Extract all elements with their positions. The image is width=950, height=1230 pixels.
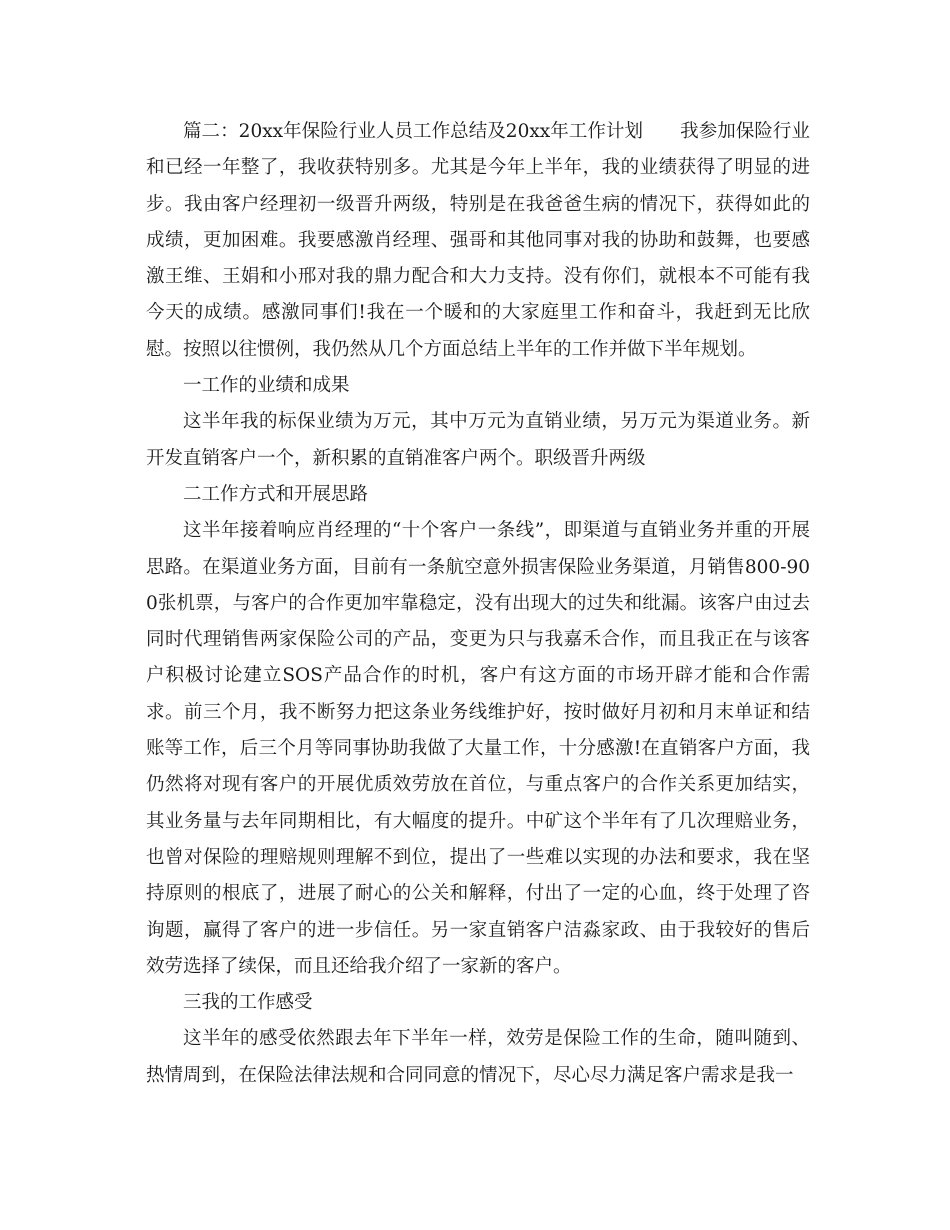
section-1-paragraph: 这半年我的标保业绩为万元，其中万元为直销业绩，另万元为渠道业务。新开发直销客户一个，新积累的直销准客户两个。职级晋升两级 bbox=[146, 411, 810, 469]
intro-paragraph: 篇二：20xx年保险行业人员工作总结及20xx年工作计划 我参加保险行业和已经一年整了，我收获特别多。尤其是今年上半年，我的业绩获得了明显的进步。我由客户经理初一级晋升两级，特别是在我爸爸生病的情况下，获得如此的成绩，更加困难。我要感激肖经理、强哥和其他同事对我的协助和鼓舞，也要感激王维、王娟和小邢对我的鼎力配合和大力支持。没有你们，就根本不可能有我今天的成绩。感激同事们!我在一个暖和的大家庭里工作和奋斗，我赶到无比欣慰。按照以往惯例，我仍然从几个方面总结上半年的工作并做下半年规划。 bbox=[146, 121, 810, 360]
section-heading-1: 一工作的业绩和成果 bbox=[183, 375, 350, 397]
section-heading-3: 三我的工作感受 bbox=[183, 992, 313, 1014]
section-2-paragraph: 这半年接着响应肖经理的“十个客户一条线”，即渠道与直销业务并重的开展思路。在渠道业务方面，目前有一条航空意外损害保险业务渠道，月销售800-900张机票，与客户的合作更加牢靠稳定，没有出现大的过失和纰漏。该客户由过去同时代理销售两家保险公司的产品，变更为只与我嘉禾合作，而且我正在与该客户积极讨论建立SOS产品合作的时机，客户有这方面的市场开辟才能和合作需求。前三个月，我不断努力把这条业务线维护好，按时做好月初和月末单证和结账等工作，后三个月等同事协助我做了大量工作，十分感激!在直销客户方面，我仍然将对现有客户的开展优质效劳放在首位，与重点客户的合作关系更加结实，其业务量与去年同期相比，有大幅度的提升。中矿这个半年有了几次理赔业务，也曾对保险的理赔规则理解不到位，提出了一些难以实现的办法和要求，我在坚持原则的根底了，进展了耐心的公关和解释，付出了一定的心血，终于处理了咨询题，赢得了客户的进一步信任。另一家直销客户洁淼家政、由于我较好的售后效劳选择了续保，而且还给我介绍了一家新的客户。 bbox=[146, 520, 810, 977]
section-heading-2: 二工作方式和开展思路 bbox=[183, 483, 369, 505]
document-body bbox=[146, 114, 810, 1094]
section-3-paragraph: 这半年的感受依然跟去年下半年一样，效劳是保险工作的生命，随叫随到、热情周到，在保险法律法规和合同同意的情况下，尽心尽力满足客户需求是我一 bbox=[146, 1028, 810, 1086]
